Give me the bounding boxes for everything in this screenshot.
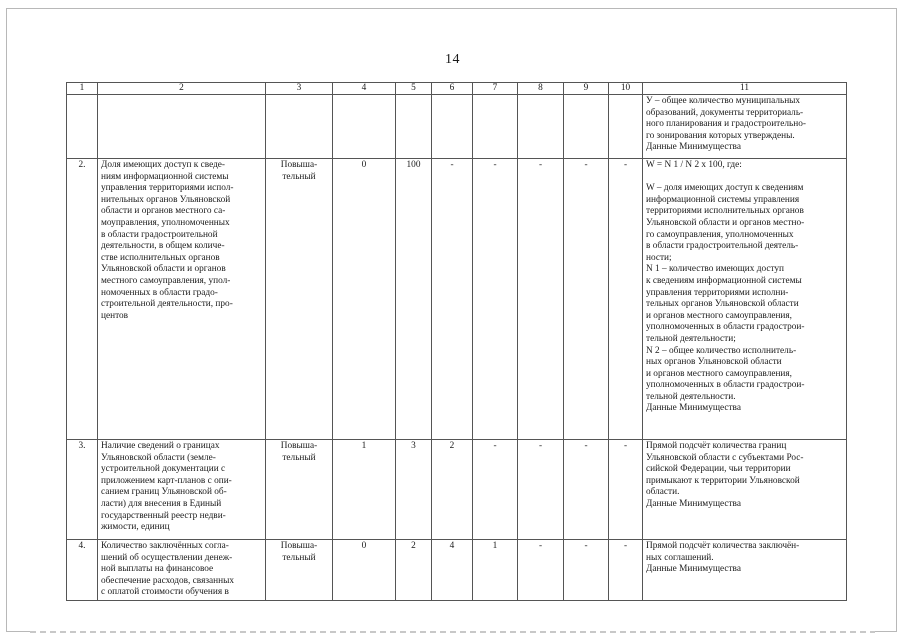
text-line: тельной деятельности. — [646, 391, 736, 402]
direction-cell: Повыша- тельный — [266, 440, 333, 540]
text-line: Ульяновской области и органов — [101, 264, 226, 275]
table-row — [67, 159, 847, 440]
text-line: Данные Минимущества — [646, 142, 741, 153]
text-line: Ульяновской области с субъектами Рос- — [646, 452, 804, 463]
text-line: ного планирования и градостроительно- — [646, 119, 806, 130]
text-line: образований, документы территориаль- — [646, 107, 804, 118]
text-line: и органов местного самоуправления, — [646, 368, 793, 379]
table-row — [67, 540, 847, 601]
table-row — [67, 440, 847, 540]
text-line: N 2 – общее количество исполнитель- — [646, 345, 797, 356]
text-line: государственный реестр недви- — [101, 510, 226, 521]
text-line: жимости, единиц — [101, 522, 170, 533]
header-cell: 5 — [396, 83, 432, 95]
header-cell: 7 — [473, 83, 518, 95]
text-line: Доля имеющих доступ к сведе- — [101, 160, 226, 170]
header-cell: 4 — [333, 83, 396, 95]
indicator-name-cell — [98, 440, 266, 540]
value-cell: - — [473, 159, 518, 440]
text-line: Данные Минимущества — [646, 403, 741, 414]
text-line: ной выплаты на финансовое — [101, 564, 214, 575]
text-line: Количество заключённых согла- — [101, 541, 229, 551]
indicators-table — [66, 82, 847, 601]
text-line: нительных органов Ульяновской — [101, 194, 231, 205]
direction-cell — [266, 95, 333, 159]
value-cell — [609, 95, 643, 159]
text-line: примыкают к территории Ульяновской — [646, 475, 800, 486]
text-line: территориями исполнительных органов — [646, 206, 804, 217]
value-cell — [473, 95, 518, 159]
methodology-cell — [643, 540, 847, 601]
value-cell: 0 — [333, 540, 396, 601]
header-cell: 11 — [643, 83, 847, 95]
text-line: уполномоченных в области градострои- — [646, 380, 805, 391]
text-line: в области градостроительной деятель- — [646, 241, 799, 252]
text-line: деятельности, в общем количе- — [101, 241, 225, 252]
text-line: санием границ Ульяновской об- — [101, 487, 227, 498]
value-cell: - — [564, 440, 609, 540]
text-line: с оплатой стоимости обучения в — [101, 587, 229, 598]
header-cell: 9 — [564, 83, 609, 95]
header-cell: 2 — [98, 83, 266, 95]
text-line: Данные Минимущества — [646, 564, 741, 575]
text-line: го зонирования которых утверждены. — [646, 130, 795, 141]
text-line: информационной системы управления — [646, 194, 800, 205]
value-cell: - — [609, 440, 643, 540]
value-cell: - — [564, 159, 609, 440]
text-line: центов — [101, 310, 129, 321]
text-line: области. — [646, 487, 680, 498]
value-cell: - — [518, 440, 564, 540]
text-line: Ульяновской области (земле- — [101, 452, 216, 463]
text-line: строительной деятельности, про- — [101, 299, 233, 310]
text-line: моуправления, уполномоченных — [101, 217, 230, 228]
header-cell: 1 — [67, 83, 98, 95]
methodology-cell — [643, 95, 847, 159]
header-row — [67, 83, 847, 95]
methodology-cell — [643, 159, 847, 440]
value-cell — [432, 95, 473, 159]
value-cell: 2 — [396, 540, 432, 601]
text-line: шений об осуществлении денеж- — [101, 552, 233, 563]
text-line: и органов местного самоуправления, — [646, 310, 793, 321]
text-line: приложением карт-планов с опи- — [101, 475, 232, 486]
text-line: Наличие сведений о границах — [101, 441, 220, 451]
text-line: тельной деятельности; — [646, 333, 736, 344]
value-cell — [396, 95, 432, 159]
direction-cell: Повыша- тельный — [266, 540, 333, 601]
value-cell: 1 — [333, 440, 396, 540]
text-line: Ульяновской области и органов местно- — [646, 217, 805, 228]
text-line: Данные Минимущества — [646, 498, 741, 509]
value-cell: 0 — [333, 159, 396, 440]
row-number-cell: 2. — [67, 159, 98, 440]
text-line: стве исполнительных органов — [101, 252, 220, 263]
row-number-cell: 4. — [67, 540, 98, 601]
value-cell: - — [609, 159, 643, 440]
value-cell: - — [518, 540, 564, 601]
indicator-name-cell — [98, 159, 266, 440]
value-cell — [564, 95, 609, 159]
text-line: ных соглашений. — [646, 552, 714, 563]
text-line: тельных органов Ульяновской области — [646, 299, 799, 310]
text-line: W = N 1 / N 2 x 100, где: — [646, 160, 742, 170]
text-line: области и органов местного са- — [101, 206, 226, 217]
table-row — [67, 95, 847, 159]
text-line: устроительной документации с — [101, 464, 226, 475]
header-cell: 6 — [432, 83, 473, 95]
row-number-cell — [67, 95, 98, 159]
value-cell: 3 — [396, 440, 432, 540]
text-line: ласти) для внесения в Единый — [101, 498, 222, 509]
text-line: в области градостроительной — [101, 229, 218, 240]
header-cell: 10 — [609, 83, 643, 95]
methodology-cell — [643, 440, 847, 540]
value-cell: - — [564, 540, 609, 601]
text-line: местного самоуправления, упол- — [101, 275, 231, 286]
indicator-name-cell — [98, 95, 266, 159]
text-line: N 1 – количество имеющих доступ — [646, 264, 785, 275]
text-line: номоченных в области градо- — [101, 287, 218, 298]
text-line: ниям информационной системы — [101, 171, 229, 182]
text-line: уполномоченных в области градострои- — [646, 322, 805, 333]
text-line — [646, 172, 843, 184]
text-line: ности; — [646, 252, 672, 263]
value-cell: - — [473, 440, 518, 540]
row-number-cell: 3. — [67, 440, 98, 540]
scan-artifact-line — [30, 631, 875, 633]
direction-cell: Повыша- тельный — [266, 159, 333, 440]
text-line: ных органов Ульяновской области — [646, 357, 782, 368]
value-cell: 4 — [432, 540, 473, 601]
value-cell: 1 — [473, 540, 518, 601]
text-line: управления территориями исполни- — [646, 287, 789, 298]
value-cell — [333, 95, 396, 159]
value-cell: - — [432, 159, 473, 440]
text-line: к сведениям информационной системы — [646, 275, 802, 286]
text-line: обеспечение расходов, связанных — [101, 575, 234, 586]
text-line: W – доля имеющих доступ к сведениям — [646, 183, 804, 194]
value-cell: 100 — [396, 159, 432, 440]
text-line: го самоуправления, уполномоченных — [646, 229, 794, 240]
value-cell: - — [609, 540, 643, 601]
header-cell: 8 — [518, 83, 564, 95]
text-line: управления территориями испол- — [101, 183, 234, 194]
value-cell — [518, 95, 564, 159]
text-line: сийской Федерации, чьи территории — [646, 464, 791, 475]
header-cell: 3 — [266, 83, 333, 95]
value-cell: - — [518, 159, 564, 440]
page-number: 14 — [445, 52, 460, 67]
text-line: У – общее количество муниципальных — [646, 96, 801, 106]
value-cell: 2 — [432, 440, 473, 540]
text-line: Прямой подсчёт количества границ — [646, 441, 787, 451]
text-line: Прямой подсчёт количества заключён- — [646, 541, 800, 551]
indicator-name-cell — [98, 540, 266, 601]
